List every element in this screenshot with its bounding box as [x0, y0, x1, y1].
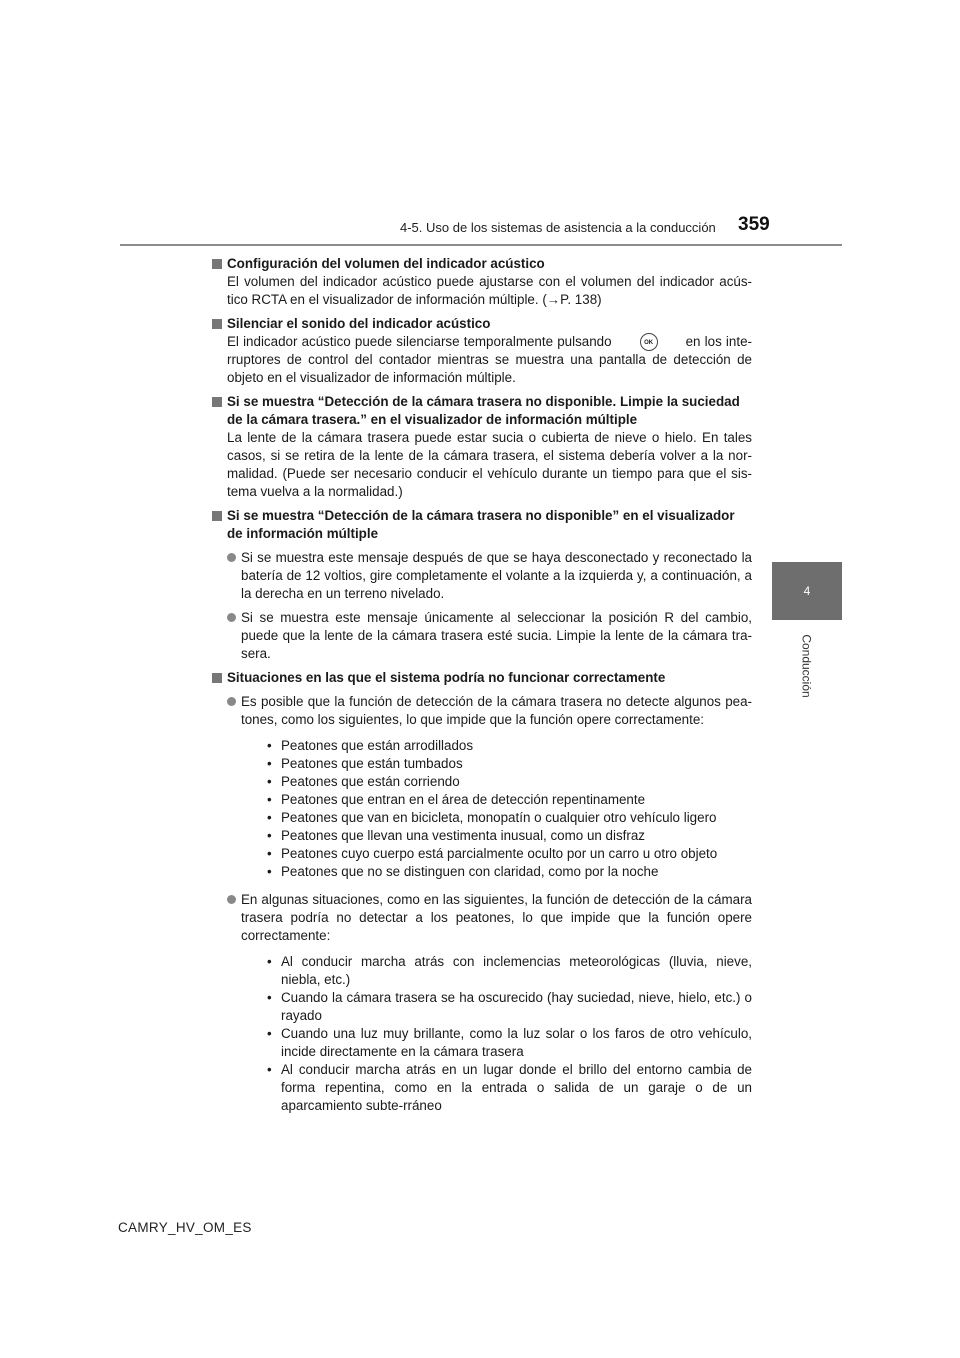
square-bullet-icon — [212, 319, 222, 329]
square-bullet-icon — [212, 673, 222, 683]
sub-list-item: • Al conducir marcha atrás con inclemencias meteorológicas (lluvia, nieve, niebla, etc.) — [267, 954, 752, 988]
square-bullet-icon — [212, 259, 222, 269]
chapter-tab: 4 — [772, 562, 842, 620]
section-camera-unavailable — [212, 507, 752, 663]
sub-list-item: • Al conducir marcha atrás en un lugar donde el brillo del entorno cambia de forma repentina, como en la entrada o salida de un garaje o de un aparcamiento subte-rráneo — [267, 1062, 752, 1114]
section-mute — [212, 315, 752, 387]
round-bullet-icon — [227, 553, 236, 562]
sub-list-item: • Peatones que no se distinguen con claridad, como por la noche — [267, 864, 659, 880]
list-item: Es posible que la función de detección de la cámara trasera no detecte algunos pea-tones, como los siguientes, lo que impide que la función opere correctamente: • Peatones que están arrodillados • Peatones que están tumbados • Peatones que están corriendo • Peatones que entran en el área de detección repentinamente • Peatones que van en bicicleta, monopatín o cualquier otro vehículo ligero • Peatones que llevan una vestimenta inusual, como un disfraz • Peatones cuyo cuerpo está parcialmente oculto por un carro u otro objeto • Peatones que no se distinguen con claridad, como por la noche — [227, 693, 752, 885]
section-paragraph: La lente de la cámara trasera puede estar sucia o cubierta de nieve o hielo. En tales casos, si se retira de la lente de la cámara trasera, el sistema debería volver a la nor-malidad. (Puede ser necesario conducir el vehículo durante un tiempo para que el sis-tema vuelva a la normalidad.) — [227, 430, 752, 500]
chapter-label-text: Conducción — [800, 634, 814, 698]
section-title: Configuración del volumen del indicador acústico — [212, 255, 752, 273]
section-title: Si se muestra “Detección de la cámara trasera no disponible” en el visualizador de información múltiple — [212, 507, 752, 543]
page-content — [212, 255, 752, 1125]
section-volume — [212, 255, 752, 309]
list-item: Si se muestra este mensaje después de que se haya desconectado y reconectado la batería de 12 voltios, gire completamente el volante a la izquierda y, a continuación, a la derecha en un terreno nivelado. — [227, 549, 752, 603]
section-title: Si se muestra “Detección de la cámara trasera no disponible. Limpie la suciedad de la cámara trasera.” en el visualizador de información múltiple — [212, 393, 752, 429]
running-header: 4-5. Uso de los sistemas de asistencia a la conducción — [400, 220, 716, 235]
square-bullet-icon — [212, 511, 222, 521]
document-code: CAMRY_HV_OM_ES — [118, 1220, 252, 1235]
header-divider — [120, 244, 842, 246]
situation-list — [267, 953, 752, 1115]
section-title: Silenciar el sonido del indicador acústico — [212, 315, 752, 333]
sub-list-item: • Peatones cuyo cuerpo está parcialmente oculto por un carro u otro objeto — [267, 846, 718, 862]
sub-list-item: • Peatones que llevan una vestimenta inusual, como un disfraz — [267, 828, 645, 844]
section-title: Situaciones en las que el sistema podría no funcionar correctamente — [212, 669, 752, 687]
pedestrian-list — [267, 737, 752, 881]
section-dirty-camera — [212, 393, 752, 501]
chapter-label — [772, 626, 842, 706]
section-malfunction-situations — [212, 669, 752, 1119]
sub-list-item: • Peatones que van en bicicleta, monopatín o cualquier otro vehículo ligero — [267, 810, 717, 826]
section-paragraph: El volumen del indicador acústico puede ajustarse con el volumen del indicador acús-tico RCTA en el visualizador de información múltiple. (→P. 138) — [227, 274, 752, 307]
sub-list-item: • Peatones que están tumbados — [267, 756, 463, 772]
ok-button-icon: OK — [640, 333, 658, 351]
page-number: 359 — [738, 214, 770, 235]
round-bullet-icon — [227, 613, 236, 622]
round-bullet-icon — [227, 697, 236, 706]
list-item: En algunas situaciones, como en las siguientes, la función de detección de la cámara trasera podría no detectar a los peatones, lo que impide que la función opere correctamente: • Al conducir marcha atrás con inclemencias meteorológicas (lluvia, nieve, niebla, etc.) • Cuando la cámara trasera se ha oscurecido (hay suciedad, nieve, hielo, etc.) o rayado • Cuando una luz muy brillante, como la luz solar o los faros de otro vehículo, incide directamente en la cámara trasera • Al conducir marcha atrás en un lugar donde el brillo del entorno cambia de forma repentina, como en la entrada o salida de un garaje o de un aparcamiento subte-rráneo — [227, 891, 752, 1119]
sub-list-item: • Cuando la cámara trasera se ha oscurecido (hay suciedad, nieve, hielo, etc.) o rayado — [267, 990, 752, 1024]
square-bullet-icon — [212, 397, 222, 407]
sub-list-item: • Peatones que están corriendo — [267, 774, 460, 790]
section-paragraph: El indicador acústico puede silenciarse temporalmente pulsando OK en los inte-rruptores de control del contador mientras se muestra una pantalla de detección de objeto en el visualizador de información múltiple. — [227, 334, 752, 386]
sub-list-item: • Peatones que están arrodillados — [267, 738, 474, 754]
round-bullet-icon — [227, 895, 236, 904]
sub-list-item: • Peatones que entran en el área de detección repentinamente — [267, 792, 646, 808]
sub-list-item: • Cuando una luz muy brillante, como la luz solar o los faros de otro vehículo, incide directamente en la cámara trasera — [267, 1026, 752, 1060]
list-item: Si se muestra este mensaje únicamente al seleccionar la posición R del cambio, puede que la lente de la cámara trasera esté sucia. Limpie la lente de la cámara tra-sera. — [227, 609, 752, 663]
